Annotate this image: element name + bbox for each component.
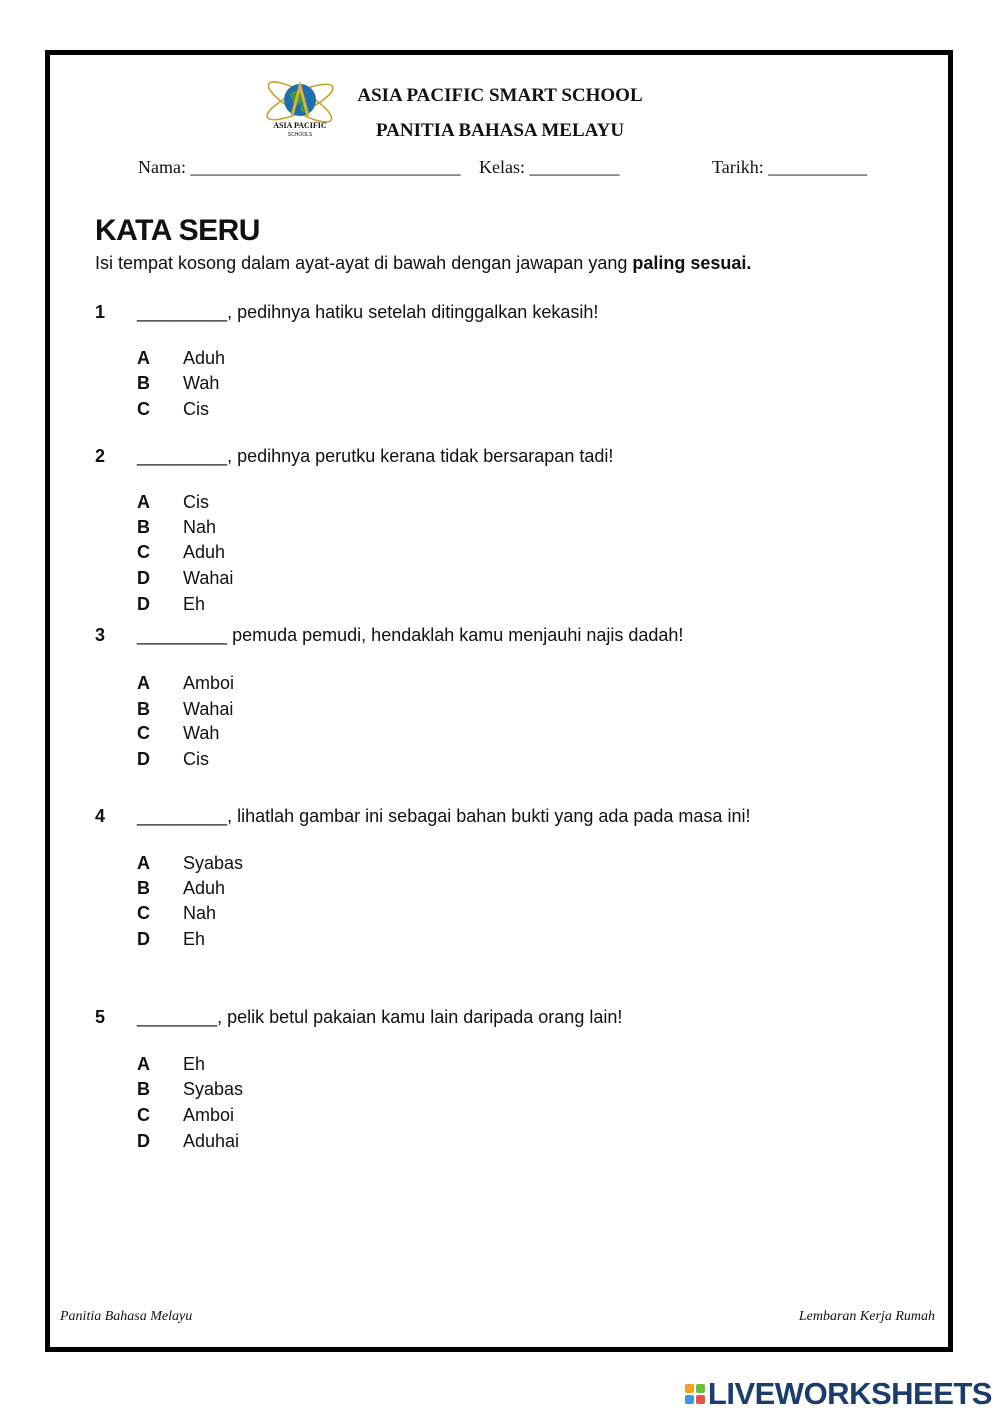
option[interactable] bbox=[137, 878, 225, 899]
option-text: Wah bbox=[183, 373, 220, 393]
option-text: Nah bbox=[183, 517, 217, 537]
question-number: 4 bbox=[95, 806, 106, 826]
option-text: Cis bbox=[183, 399, 209, 419]
footer-left: Panitia Bahasa Melayu bbox=[60, 1309, 193, 1324]
option[interactable] bbox=[137, 568, 233, 589]
name-field: Nama: ______________________________ bbox=[138, 157, 461, 177]
instruction bbox=[95, 253, 751, 274]
option-text: Wahai bbox=[183, 699, 234, 719]
option[interactable] bbox=[137, 348, 225, 369]
option[interactable] bbox=[137, 1079, 243, 1100]
option[interactable] bbox=[137, 517, 216, 538]
option[interactable] bbox=[137, 699, 233, 720]
option-letter: D bbox=[137, 929, 150, 949]
worksheet-title: KATA SERU bbox=[95, 214, 260, 247]
logo-text: ASIA PACIFIC bbox=[273, 121, 327, 130]
question-text: _________, lihatlah gambar ini sebagai bahan bukti yang ada pada masa ini! bbox=[137, 806, 751, 826]
option-letter: B bbox=[137, 1079, 150, 1099]
option[interactable] bbox=[137, 373, 219, 394]
question-text: ________, pelik betul pakaian kamu lain daripada orang lain! bbox=[137, 1007, 623, 1027]
option[interactable] bbox=[137, 1105, 234, 1126]
option-letter: B bbox=[137, 878, 150, 898]
option-text: Cis bbox=[183, 749, 209, 769]
option[interactable] bbox=[137, 542, 225, 563]
logo-subtext: SCHOOLS bbox=[287, 132, 313, 138]
liveworksheets-wordmark: LIVEWORKSHEETS bbox=[707, 1376, 992, 1411]
option-letter: C bbox=[137, 399, 150, 419]
instruction-emphasis: paling sesuai. bbox=[632, 253, 752, 273]
question-number: 3 bbox=[95, 625, 106, 645]
option[interactable] bbox=[137, 1131, 239, 1152]
option[interactable] bbox=[137, 903, 216, 924]
option-letter: A bbox=[137, 673, 150, 693]
option-text: Wahai bbox=[183, 568, 234, 588]
option-text: Nah bbox=[183, 903, 217, 923]
question-text: _________, pedihnya hatiku setelah ditinggalkan kekasih! bbox=[137, 302, 599, 322]
question-number: 1 bbox=[95, 302, 106, 322]
option-text: Eh bbox=[183, 594, 206, 614]
option-text: Amboi bbox=[183, 673, 235, 693]
option-text: Wah bbox=[183, 723, 220, 743]
option[interactable] bbox=[137, 749, 209, 770]
option-letter: C bbox=[137, 903, 150, 923]
option-text: Amboi bbox=[183, 1105, 235, 1125]
question-number: 5 bbox=[95, 1007, 106, 1027]
option-letter: A bbox=[137, 492, 150, 512]
option-letter: D bbox=[137, 749, 150, 769]
option-letter: A bbox=[137, 1054, 150, 1074]
option-text: Aduh bbox=[183, 542, 226, 562]
date-field: Tarikh: ___________ bbox=[712, 157, 868, 177]
class-field: Kelas: __________ bbox=[479, 157, 620, 177]
option-letter: B bbox=[137, 699, 150, 719]
liveworksheets-brand[interactable] bbox=[685, 1376, 992, 1412]
liveworksheets-icon bbox=[685, 1384, 705, 1404]
question-text: _________ pemuda pemudi, hendaklah kamu menjauhi najis dadah! bbox=[137, 625, 684, 645]
option-letter: C bbox=[137, 1105, 150, 1125]
option-letter: B bbox=[137, 373, 150, 393]
option-text: Eh bbox=[183, 929, 206, 949]
option[interactable] bbox=[137, 594, 205, 615]
option-text: Syabas bbox=[183, 853, 244, 873]
instruction-text: Isi tempat kosong dalam ayat-ayat di bawah dengan jawapan yang bbox=[95, 253, 633, 273]
option-text: Syabas bbox=[183, 1079, 244, 1099]
option[interactable] bbox=[137, 1054, 205, 1075]
option-text: Cis bbox=[183, 492, 209, 512]
option-letter: C bbox=[137, 542, 150, 562]
option[interactable] bbox=[137, 929, 205, 950]
option[interactable] bbox=[137, 673, 234, 694]
option-letter: A bbox=[137, 348, 150, 368]
option[interactable] bbox=[137, 492, 209, 513]
question-number: 2 bbox=[95, 446, 106, 466]
option[interactable] bbox=[137, 399, 209, 420]
option-letter: C bbox=[137, 723, 150, 743]
footer-right: Lembaran Kerja Rumah bbox=[798, 1309, 935, 1324]
option-text: Eh bbox=[183, 1054, 206, 1074]
option[interactable] bbox=[137, 853, 243, 874]
option-letter: A bbox=[137, 853, 150, 873]
school-logo bbox=[262, 72, 342, 140]
option-text: Aduhai bbox=[183, 1131, 240, 1151]
option-text: Aduh bbox=[183, 878, 226, 898]
option-letter: D bbox=[137, 594, 150, 614]
option[interactable] bbox=[137, 723, 219, 744]
question-text: _________, pedihnya perutku kerana tidak bersarapan tadi! bbox=[137, 446, 614, 466]
option-letter: D bbox=[137, 1131, 150, 1151]
option-text: Aduh bbox=[183, 348, 226, 368]
option-letter: D bbox=[137, 568, 150, 588]
school-name: ASIA PACIFIC SMART SCHOOL bbox=[357, 85, 643, 106]
committee-name: PANITIA BAHASA MELAYU bbox=[375, 120, 625, 141]
option-letter: B bbox=[137, 517, 150, 537]
